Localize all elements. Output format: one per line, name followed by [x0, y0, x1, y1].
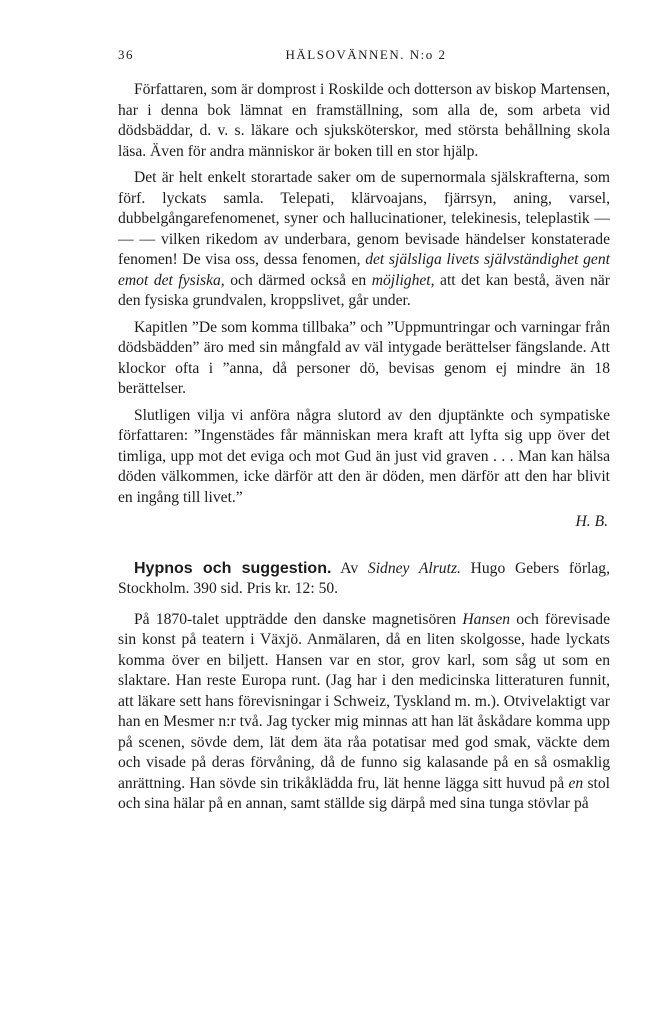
page-number: 36 [118, 47, 134, 62]
reviewer-signature [118, 512, 610, 533]
paragraph-2 [118, 168, 610, 312]
paragraph-2-emphasis-2: möjlighet, [371, 271, 435, 289]
paragraph-3: Kapitlen ”De som komma tillbaka” och ”Uppmuntringar och varningar från dödsbädden” äro med sin mångfald av väl intygade berättelser fängslande. Att klockor ofta i ”anna, då personer dö, bevisas genom ej mindre än 18 berättelser. [118, 318, 610, 397]
review-body-part-1: På 1870-talet uppträdde den danske magnetisören [134, 610, 463, 628]
reviewer-initials: H. B. [575, 513, 608, 530]
review-end-section [118, 80, 610, 533]
journal-title: HÄLSOVÄNNEN. N:o 2 [285, 47, 447, 62]
book-author: Sidney Alrutz. [367, 559, 461, 577]
paragraph-1: Författaren, som är domprost i Roskilde och dotterson av biskop Martensen, har i denna bok lämnat en framställning, som alla de, som arbeta vid dödsbäddar, d. v. s. läkare och sjuksköterskor, med största behållning skola läsa. Även för andra människor är boken till en stor hjälp. [118, 81, 610, 160]
review-hypnos [118, 559, 610, 815]
publisher-info: Hugo Gebers förlag, Stockholm. 390 sid. Pris kr. 12: 50. [118, 559, 610, 597]
review-body-part-2: och förevisade sin konst på teatern i Växjö. Anmälaren, då en liten skolgosse, hade lyckats komma över en biljett. Hansen var en stor, grov karl, som såg ut som en slaktare. Han reste Europa runt. (Jag har i den medicinska litteraturen funnit, att läkare sett hans förevisningar i Schweiz, Tyskland m. m.). Otvivelaktigt var han en Mesmer n:r två. Jag tycker mig minnas att han lät åskådare komma upp på scenen, sövde dem, lät dem äta råa potatisar med god smak, väckte dem och visade på deras förvåning, då de funno sig kalasande på en så osmaklig anrättning. Han sövde sin trikåklädda fru, lät henne lägga sitt huvud på [118, 610, 610, 792]
paragraph-4: Slutligen vilja vi anföra några slutord av den djuptänkte och sympatiske författaren: ”Ingenstädes får människan mera kraft att lyfta sig upp över det timliga, upp mot det eviga och mot Gud än just vid graven . . . Man kan hälsa döden välkommen, icke därför att den är döden, men därför att den har blivit en ingång till livet.” [118, 406, 610, 506]
running-header [118, 47, 614, 69]
author-prefix: Av [331, 559, 368, 577]
review-body [118, 610, 610, 815]
review-heading [118, 559, 610, 600]
paragraph-2-part-3: att det kan bestå, även när den fysiska grundvalen, kroppslivet, går under. [118, 271, 610, 309]
magnetizer-name: Hansen [462, 610, 511, 628]
book-title: Hypnos och suggestion. [134, 559, 332, 577]
paragraph-2-part-2: och därmed också en [224, 271, 372, 289]
paragraph-2-part-1: Det är helt enkelt storartade saker om de supernormala själskrafterna, som förf. lyckats samla. Telepati, klärvoajans, fjärrsyn, aning, varsel, dubbelgångarefenomenet, syner och hallucinationer, telekinesis, teleplastik — — — vilken rikedom av underbara, genom bevisade händelser konstaterade fenomen! De visa oss, dessa fenomen, [118, 169, 610, 268]
paragraph-2-emphasis-1: det själsliga livets självständighet gent emot det fysiska, [118, 251, 610, 289]
review-body-part-3: stol och sina hälar på en annan, samt ställde sig därpå med sina tunga stövlar på [118, 774, 610, 812]
text-column [118, 80, 610, 815]
review-body-emphasis: en [568, 774, 584, 792]
